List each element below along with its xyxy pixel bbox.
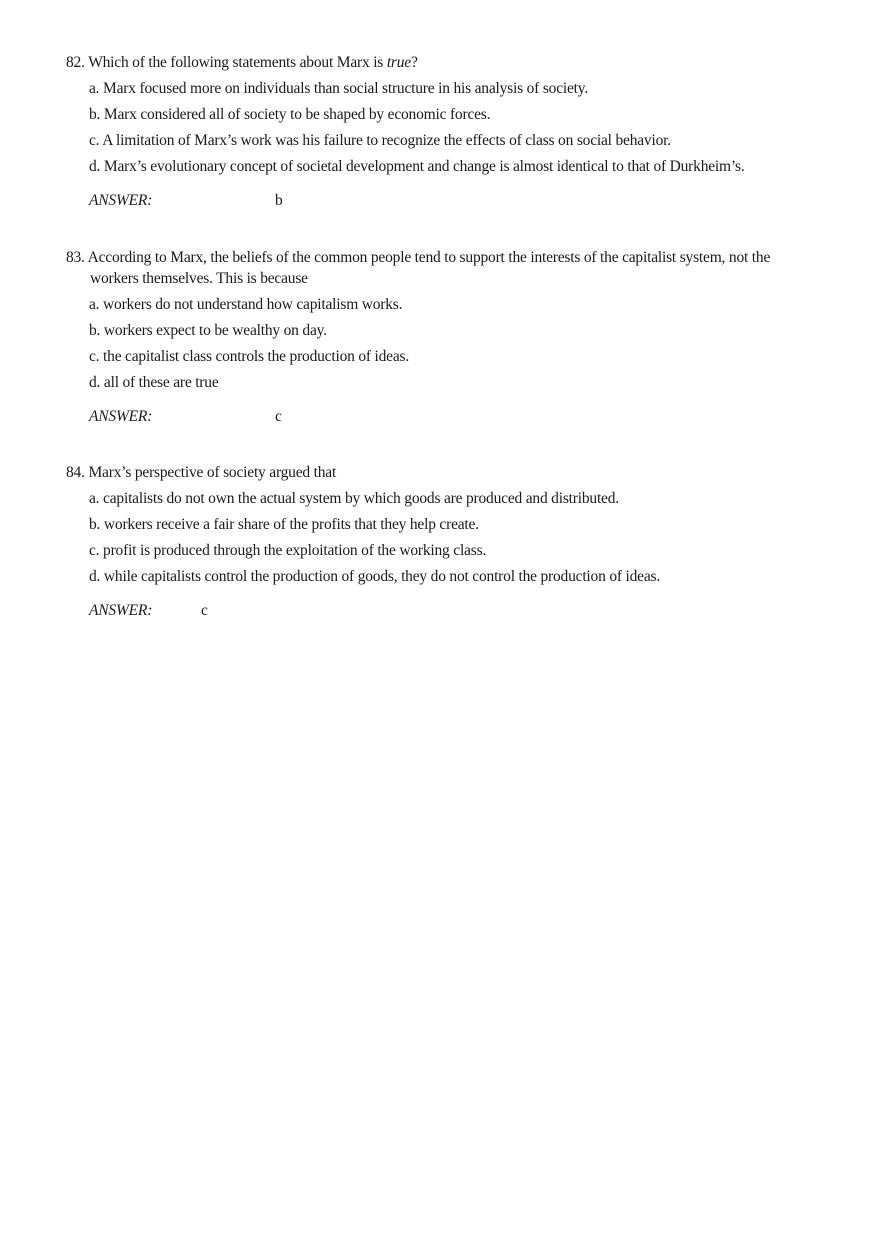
answer-row <box>66 600 816 622</box>
question-82 <box>66 52 816 212</box>
question-stem <box>66 247 816 289</box>
option-d <box>89 370 816 396</box>
answer-label: ANSWER: <box>89 408 153 425</box>
option-c <box>89 538 816 564</box>
options-list <box>66 486 816 590</box>
stem-emphasis: true <box>386 54 411 71</box>
answer-row <box>66 190 816 212</box>
question-stem <box>66 462 816 483</box>
option-b <box>89 512 816 538</box>
option-b <box>89 318 816 344</box>
option-a <box>89 292 816 318</box>
question-number: 83. <box>66 249 85 266</box>
option-b <box>89 102 816 128</box>
stem-text-end: ? <box>410 54 418 71</box>
question-84 <box>66 462 816 622</box>
option-letter: a. <box>89 296 100 313</box>
option-text: workers receive a fair share of the profits that they help create. <box>103 516 479 533</box>
answer-label: ANSWER: <box>89 192 153 209</box>
option-text: profit is produced through the exploitation of the working class. <box>103 542 487 559</box>
option-text: Marx focused more on individuals than social structure in his analysis of society. <box>103 80 588 97</box>
option-d <box>89 564 816 590</box>
option-letter: c. <box>89 542 100 559</box>
option-letter: b. <box>89 322 101 339</box>
question-number: 84. <box>66 464 85 481</box>
question-number: 82. <box>66 54 85 71</box>
option-text: workers expect to be wealthy on day. <box>103 322 327 339</box>
stem-text: Marx’s perspective of society argued that <box>88 464 337 481</box>
option-text: while capitalists control the production of goods, they do not control the production of ideas. <box>103 568 661 585</box>
question-83 <box>66 247 816 428</box>
option-a <box>89 76 816 102</box>
option-letter: d. <box>89 374 101 391</box>
option-a <box>89 486 816 512</box>
option-letter: d. <box>89 568 101 585</box>
option-d <box>89 154 816 180</box>
option-letter: a. <box>89 80 100 97</box>
option-text: all of these are true <box>103 374 219 391</box>
answer-value: c <box>201 602 208 619</box>
option-text: workers do not understand how capitalism works. <box>103 296 403 313</box>
question-stem <box>66 52 816 73</box>
option-letter: d. <box>89 158 101 175</box>
option-letter: b. <box>89 516 101 533</box>
option-text: Marx considered all of society to be shaped by economic forces. <box>103 106 491 123</box>
option-text: Marx’s evolutionary concept of societal development and change is almost identical to that of Durkheim’s. <box>103 158 745 175</box>
option-c <box>89 128 816 154</box>
answer-row <box>66 406 816 428</box>
answer-value: b <box>275 192 283 209</box>
options-list <box>66 76 816 180</box>
option-text: capitalists do not own the actual system by which goods are produced and distributed. <box>103 490 619 507</box>
option-letter: a. <box>89 490 100 507</box>
option-text: A limitation of Marx’s work was his failure to recognize the effects of class on social behavior. <box>102 132 671 149</box>
answer-value: c <box>275 408 282 425</box>
option-letter: b. <box>89 106 101 123</box>
option-c <box>89 344 816 370</box>
stem-text: Which of the following statements about Marx is <box>88 54 387 71</box>
stem-text: According to Marx, the beliefs of the common people tend to support the interests of the capitalist system, not the workers themselves. This is because <box>87 249 771 287</box>
options-list <box>66 292 816 396</box>
option-text: the capitalist class controls the production of ideas. <box>103 348 410 365</box>
answer-label: ANSWER: <box>89 602 153 619</box>
option-letter: c. <box>89 132 100 149</box>
option-letter: c. <box>89 348 100 365</box>
